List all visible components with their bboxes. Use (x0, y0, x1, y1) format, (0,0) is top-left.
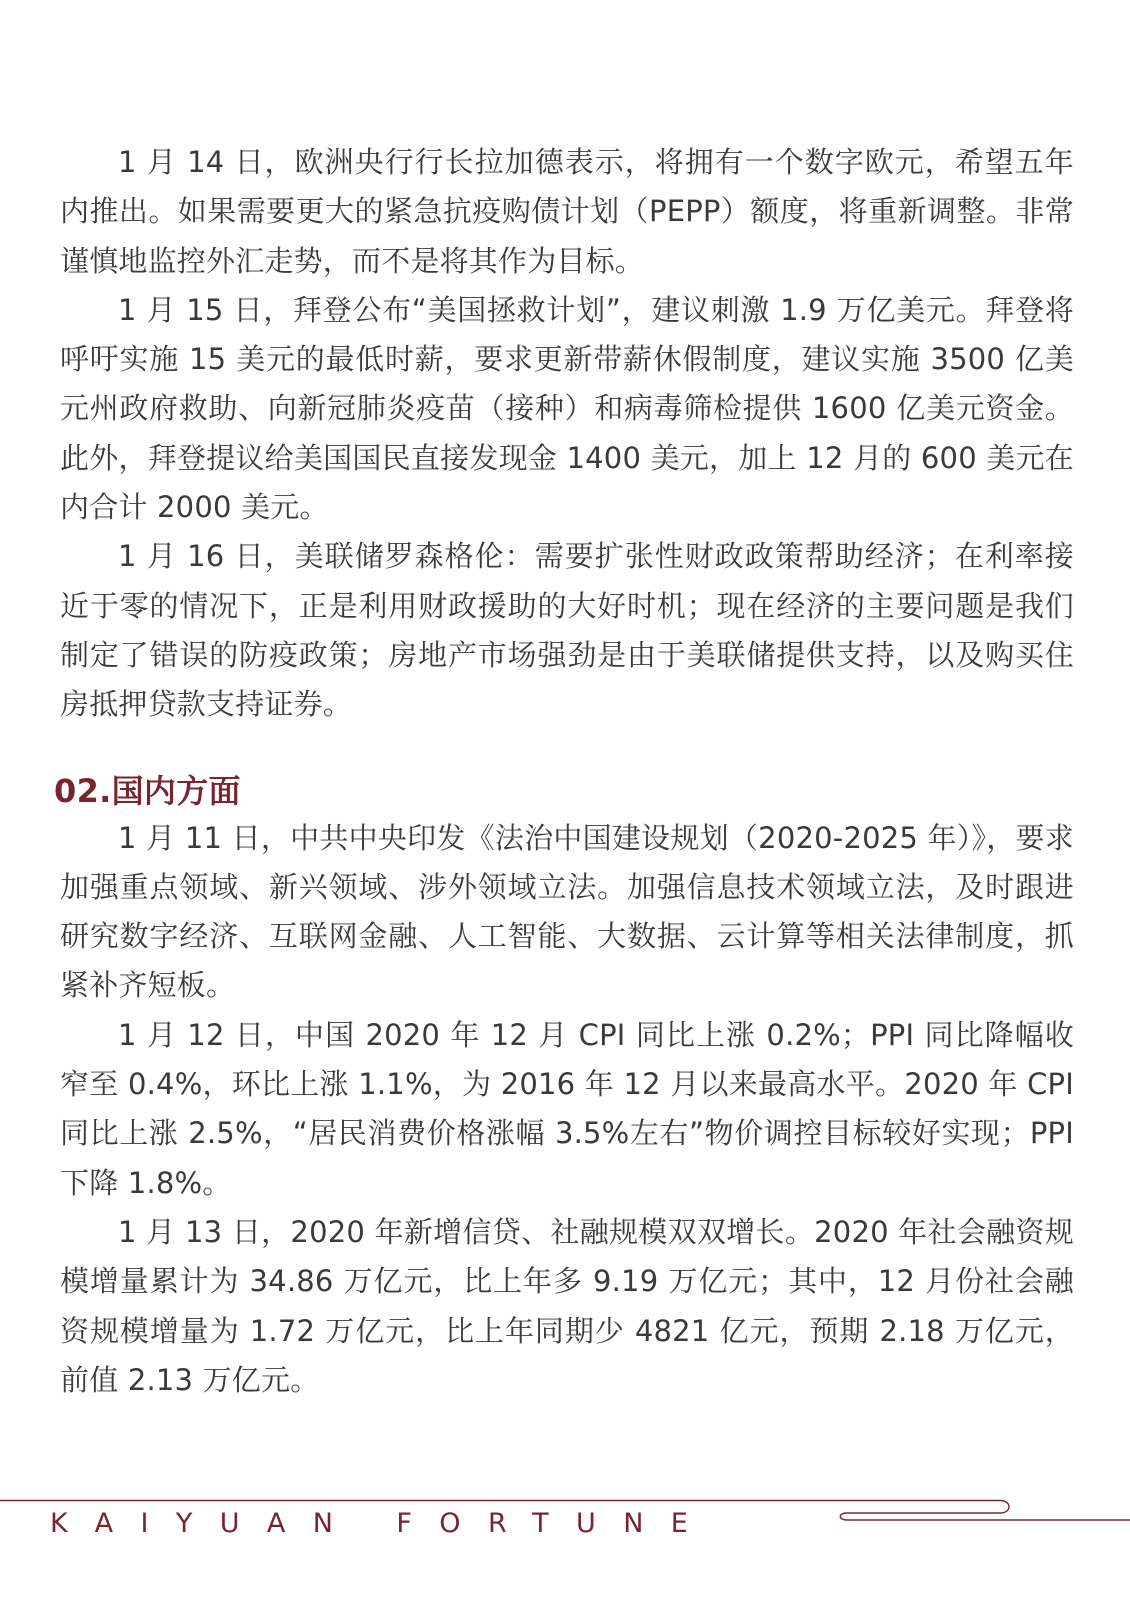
paragraph-jan15: 1 月 15 日，拜登公布“美国拯救计划”，建议刺激 1.9 万亿美元。拜登将呼吁实施 15 美元的最低时薪，要求更新带薪休假制度，建议实施 3500 亿美元州政府救助、向新冠肺炎疫苗（接种）和病毒筛检提供 1600 亿美元资金。此外，拜登提议给美国国民直接发现金 1400 美元，加上 12 月的 600 美元在内合计 2000 美元。 (60, 292, 1074, 525)
paragraph-jan11: 1 月 11 日，中共中央印发《法治中国建设规划（2020-2025 年）》，要求加强重点领域、新兴领域、涉外领域立法。加强信息技术领域立法，及时跟进研究数字经济、互联网金融、人工智能、大数据、云计算等相关法律制度，抓紧补齐短板。 (60, 820, 1074, 1003)
paragraph-jan13: 1 月 13 日，2020 年新增信贷、社融规模双双增长。2020 年社会融资规模增量累计为 34.86 万亿元，比上年多 9.19 万亿元；其中，12 月份社会融资规模增量为 1.72 万亿元，比上年同期少 4821 亿元，预期 2.18 万亿元，前值 2.13 万亿元。 (60, 1214, 1074, 1397)
paragraph-jan14: 1 月 14 日，欧洲央行行长拉加德表示，将拥有一个数字欧元，希望五年内推出。如果需要更大的紧急抗疫购债计划（PEPP）额度，将重新调整。非常谨慎地监控外汇走势，而不是将其作为目标。 (60, 145, 1074, 278)
section-title-domestic: 02.国内方面 (54, 771, 241, 810)
brand-wordmark: KAIYUAN FORTUNE (50, 1508, 716, 1539)
paragraph-jan16: 1 月 16 日，美联储罗森格伦：需要扩张性财政政策帮助经济；在利率接近于零的情况下，正是利用财政援助的大好时机；现在经济的主要问题是我们制定了错误的防疫政策；房地产市场强劲是由于美联储提供支持，以及购买住房抵押贷款支持证券。 (60, 539, 1074, 722)
page-footer (0, 1488, 1130, 1548)
document-body (54, 138, 1074, 1405)
paragraph-jan12: 1 月 12 日，中国 2020 年 12 月 CPI 同比上涨 0.2%；PPI 同比降幅收窄至 0.4%，环比上涨 1.1%，为 2016 年 12 月以来最高水平。2020 年 CPI 同比上涨 2.5%，“居民消费价格涨幅 3.5%左右”物价调控目标较好实现；PPI 下降 1.8%。 (60, 1017, 1074, 1200)
